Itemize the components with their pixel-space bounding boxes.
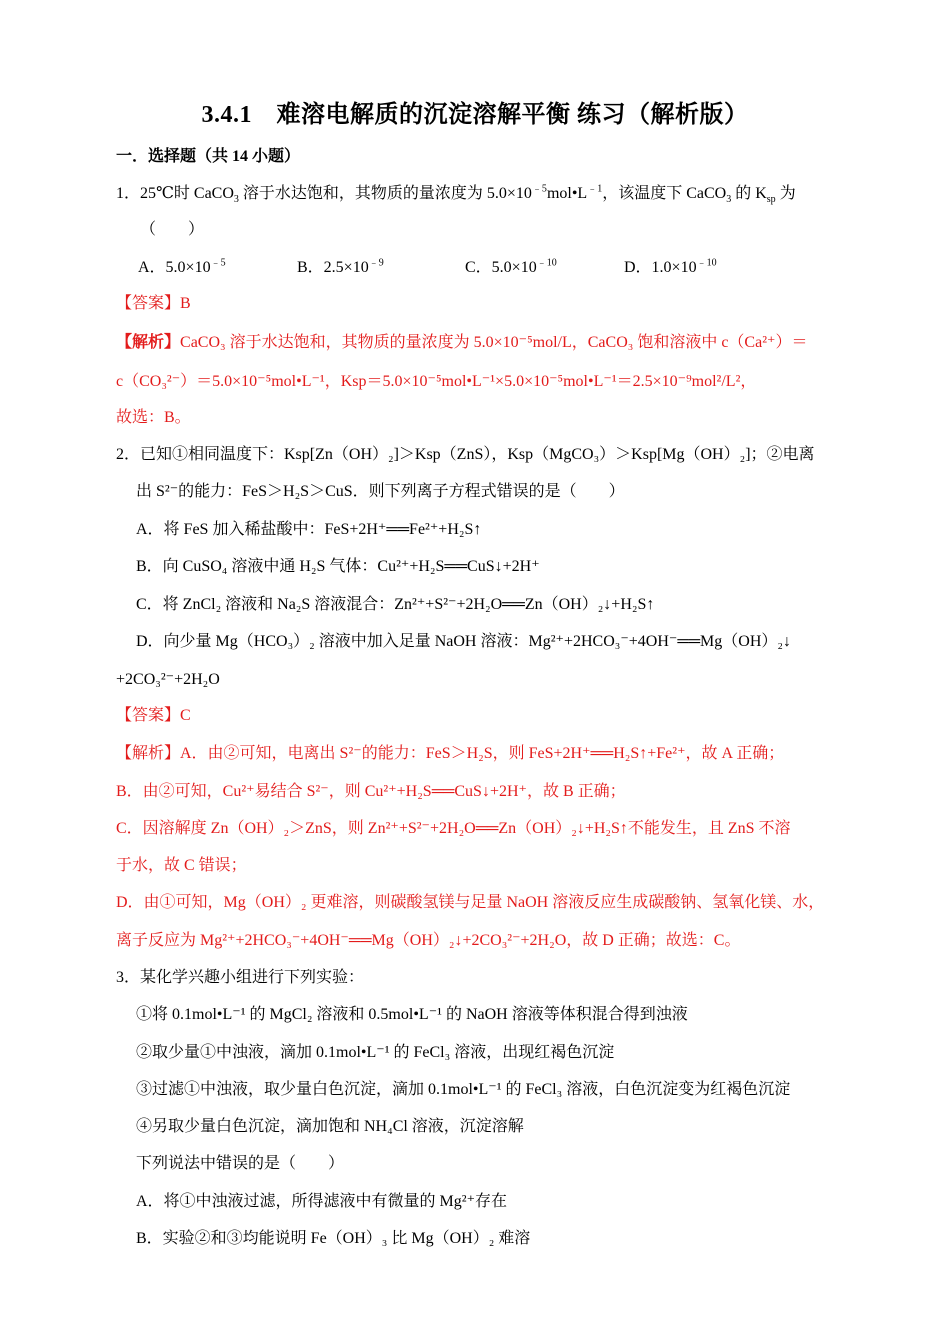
- page-title: 3.4.1 难溶电解质的沉淀溶解平衡 练习（解析版）: [201, 102, 749, 128]
- q1-option-b: B．$2.5\times 10^{﹣9}$: [297, 257, 384, 276]
- q1-stem: 1．25℃时 CaCO$_3$ 溶于水达饱和，其物质的量浓度为 $5.0\times 10^{﹣5}mol•L^{﹣1}$，该温度下 CaCO$_3$ 的 $K_{sp}$ 为: [116, 183, 796, 206]
- q2-option-c: C．将 ZnCl₂ 溶液和 Na₂S 溶液混合：Zn²⁺+S²⁻+2H₂O══Zn（OH）₂↓+H₂S↑: [136, 596, 655, 613]
- q3-stem: 3．某化学兴趣小组进行下列实验：: [116, 969, 365, 986]
- q2-explanation-2: B．由②可知，Cu²⁺易结合 S²⁻，则 Cu²⁺+H₂S══CuS↓+2H⁺，故 B 正确；: [116, 783, 626, 800]
- explanation-label: 【解析】: [116, 334, 181, 351]
- q1-explanation-1: [116, 333, 807, 353]
- q1-option-d-text: D．1.0×10: [624, 259, 697, 276]
- q2-option-a: A．将 FeS 加入稀盐酸中：FeS+2H⁺══Fe²⁺+H₂S↑: [136, 521, 482, 538]
- q1-paren: （ ）: [140, 221, 205, 238]
- q2-stem-1: 2．已知①相同温度下：Ksp[Zn（OH）₂]＞Ksp（ZnS），Ksp（MgCO₃）＞Ksp[Mg（OH）₂]；②电离: [116, 446, 815, 463]
- q1-stem-part: mol•L: [546, 185, 588, 202]
- q1-stem-part: 的 K: [731, 185, 767, 202]
- q1-stem-part: 1．25℃时 CaCO: [116, 185, 234, 202]
- q3-question: 下列说法中错误的是（ ）: [136, 1155, 345, 1172]
- q1-stem-part: ，该温度下 CaCO: [602, 185, 727, 202]
- q2-stem-2: 出 S²⁻的能力：FeS＞H₂S＞CuS．则下列离子方程式错误的是（ ）: [136, 483, 625, 500]
- q3-step-1: ①将 0.1mol•L⁻¹ 的 MgCl₂ 溶液和 0.5mol•L⁻¹ 的 NaOH 溶液等体积混合得到浊液: [136, 1006, 688, 1023]
- q2-explanation-4: 于水，故 C 错误；: [116, 857, 247, 874]
- q3-step-2: ②取少量①中浊液，滴加 0.1mol•L⁻¹ 的 FeCl₃ 溶液，出现红褐色沉淀: [136, 1044, 615, 1061]
- explanation-text: CaCO₃ 溶于水达饱和，其物质的量浓度为 5.0×10⁻⁵mol/L，CaCO₃ 饱和溶液中 c（Ca²⁺）＝: [180, 334, 808, 351]
- q3-option-a: A．将①中浊液过滤，所得滤液中有微量的 Mg²⁺存在: [136, 1193, 508, 1210]
- q1-option-b-text: B．2.5×10: [297, 259, 369, 276]
- q1-option-c-text: C．5.0×10: [465, 259, 537, 276]
- q1-answer: 【答案】B: [116, 295, 191, 312]
- q2-explanation-6: 离子反应为 Mg²⁺+2HCO₃⁻+4OH⁻══Mg（OH）₂↓+2CO₃²⁻+2H₂O，故 D 正确；故选：C。: [116, 932, 741, 949]
- q1-stem-part: 为: [775, 185, 796, 202]
- q1-option-a: A．$5.0\times 10^{﹣5}$: [138, 257, 226, 276]
- q2-explanation-3: C．因溶解度 Zn（OH）₂＞ZnS，则 Zn²⁺+S²⁻+2H₂O══Zn（OH）₂↓+H₂S↑不能发生，且 ZnS 不溶: [116, 820, 791, 837]
- q2-explanation-1: 【解析】A．由②可知，电离出 S²⁻的能力：FeS＞H₂S，则 FeS+2H⁺══H₂S↑+Fe²⁺，故 A 正确；: [116, 745, 785, 762]
- q2-option-d-1: D．向少量 Mg（HCO₃）₂ 溶液中加入足量 NaOH 溶液：Mg²⁺+2HCO₃⁻+4OH⁻══Mg（OH）₂↓: [136, 633, 791, 650]
- q3-step-4: ④另取少量白色沉淀，滴加饱和 NH₄Cl 溶液，沉淀溶解: [136, 1118, 524, 1135]
- q2-option-d-2: +2CO₃²⁻+2H₂O: [116, 671, 220, 688]
- q1-explanation-2: c（CO₃²⁻）＝5.0×10⁻⁵mol•L⁻¹，Ksp＝5.0×10⁻⁵mol•L⁻¹×5.0×10⁻⁵mol•L⁻¹＝2.5×10⁻⁹mol²/L²，: [116, 373, 757, 390]
- q3-step-3: ③过滤①中浊液，取少量白色沉淀，滴加 0.1mol•L⁻¹ 的 FeCl₃ 溶液，白色沉淀变为红褐色沉淀: [136, 1081, 791, 1098]
- q1-explanation-3: 故选：B。: [116, 409, 191, 426]
- q2-answer: 【答案】C: [116, 707, 191, 724]
- q1-option-d: D．$1.0\times 10^{﹣10}$: [624, 257, 717, 276]
- q1-stem-part: 溶于水达饱和，其物质的量浓度为 5.0×10: [238, 185, 532, 202]
- q2-option-b: B．向 CuSO₄ 溶液中通 H₂S 气体：Cu²⁺+H₂S══CuS↓+2H⁺: [136, 558, 540, 575]
- q3-option-b: B．实验②和③均能说明 Fe（OH）₃ 比 Mg（OH）₂ 难溶: [136, 1230, 531, 1247]
- q1-option-c: C．$5.0\times 10^{﹣10}$: [465, 257, 557, 276]
- q2-explanation-5: D．由①可知，Mg（OH）₂ 更难溶，则碳酸氢镁与足量 NaOH 溶液反应生成碳酸钠、氢氧化镁、水，: [116, 894, 825, 911]
- q1-option-a-text: A．5.0×10: [138, 259, 211, 276]
- section-heading: 一．选择题（共 14 小题）: [116, 148, 301, 165]
